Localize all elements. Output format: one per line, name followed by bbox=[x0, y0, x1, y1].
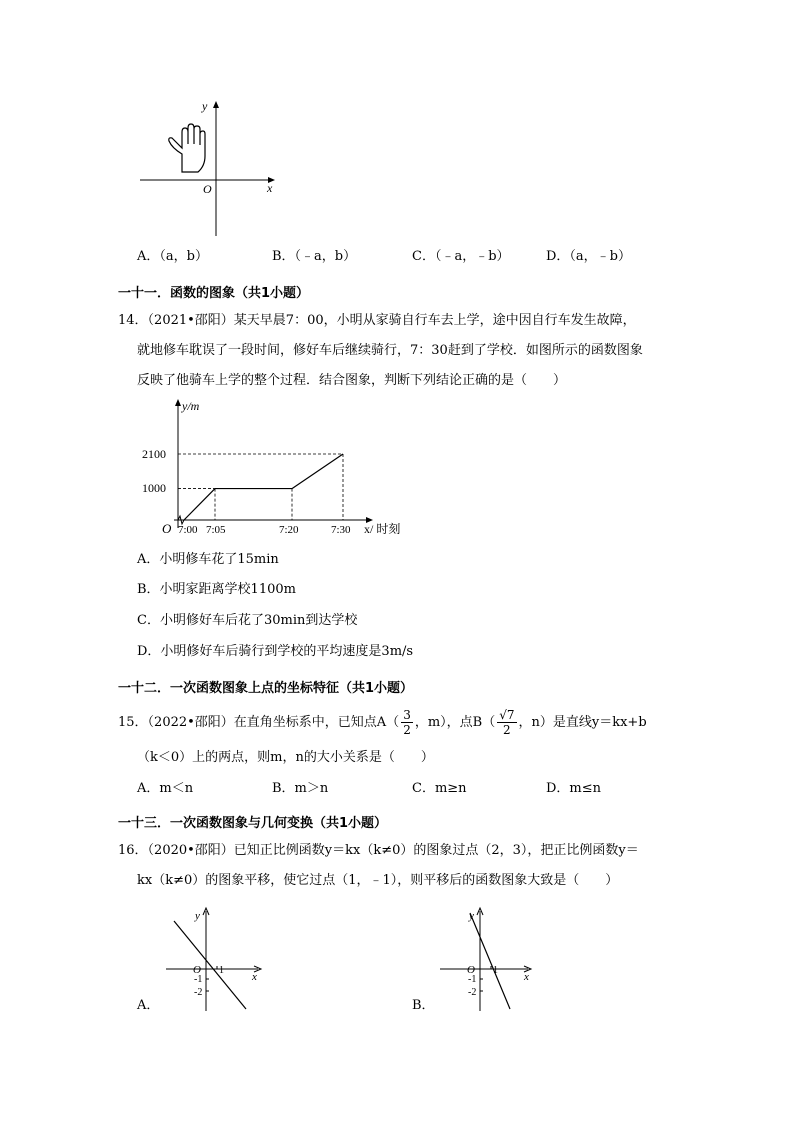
option-d: D．（a，﹣b） bbox=[546, 249, 631, 264]
question-16-line-1: 16．（2020•邵阳）已知正比例函数y＝kx（k≠0）的图象过点（2，3），把正比例函数y＝ bbox=[118, 843, 639, 858]
origin-label: O bbox=[467, 964, 475, 976]
graph-line bbox=[174, 921, 246, 1009]
section-title: 一十一．函数的图象（共1小题） bbox=[118, 286, 310, 301]
x-axis-label: x bbox=[524, 971, 529, 983]
question-14-option-a: A．小明修车花了15min bbox=[137, 552, 279, 567]
x-axis-label: x/ 时刻 bbox=[364, 522, 401, 536]
x-tick-label: 7:05 bbox=[206, 524, 226, 536]
question-14-option-d: D．小明修好车后骑行到学校的平均速度是3m/s bbox=[137, 644, 414, 659]
graph-a-label: A． bbox=[137, 998, 160, 1013]
question-15-option-b: B．m＞n bbox=[272, 781, 329, 796]
line-segment bbox=[184, 489, 215, 520]
y-axis-label: y bbox=[195, 910, 200, 922]
tick-label: -2 bbox=[468, 987, 477, 998]
x-axis-label: x bbox=[252, 971, 257, 983]
section-title: 一十二．一次函数图象上点的坐标特征（共1小题） bbox=[118, 681, 414, 696]
tick-label: 1 bbox=[493, 965, 498, 976]
option-b: B．（﹣a，b） bbox=[272, 249, 357, 264]
question-15-option-c: C．m≥n bbox=[412, 781, 467, 796]
tick-label: -1 bbox=[468, 974, 477, 985]
distance-time-chart bbox=[136, 396, 426, 541]
question-15-option-d: D．m≤n bbox=[546, 781, 602, 796]
y-axis-label: y bbox=[469, 910, 474, 922]
y-tick-label: 1000 bbox=[142, 481, 166, 495]
tick-label: -2 bbox=[194, 987, 203, 998]
question-15-option-a: A．m＜n bbox=[137, 781, 194, 796]
graph-b-label: B． bbox=[412, 998, 435, 1013]
question-14-option-b: B．小明家距离学校1100m bbox=[137, 582, 296, 597]
question-14-line-2: 就地修车耽误了一段时间，修好车后继续骑行，7：30赶到了学校．如图所示的函数图象 bbox=[137, 343, 643, 358]
x-axis-label: x bbox=[267, 181, 273, 195]
question-14-line-3: 反映了他骑车上学的整个过程．结合图象，判断下列结论正确的是（ ） bbox=[137, 373, 567, 388]
question-16-line-2: kx（k≠0）的图象平移，使它过点（1，﹣1），则平移后的函数图象大致是（ ） bbox=[137, 873, 619, 888]
graph-a bbox=[162, 905, 272, 1015]
question-15-line-1: 15．（2022•邵阳）在直角坐标系中，已知点A（ $\frac{3}{2}$ ，m），点B（ $\frac{√7}{2}$ ，n）是直线y＝kx+b bbox=[118, 708, 647, 737]
option-c: C．（﹣a，﹣b） bbox=[412, 249, 510, 264]
x-tick-label: 7:20 bbox=[279, 524, 299, 536]
y-axis-label: y bbox=[202, 99, 208, 113]
fraction: $\frac{3}{2}$ bbox=[403, 708, 411, 737]
origin-label: O bbox=[193, 964, 201, 976]
question-14-option-c: C．小明修好车后花了30min到达学校 bbox=[137, 613, 358, 628]
hand-axes-figure bbox=[136, 96, 286, 241]
fraction: $\frac{√7}{2}$ bbox=[499, 708, 515, 737]
x-tick-label: 7:00 bbox=[178, 524, 198, 536]
tick-label: 1 bbox=[219, 965, 224, 976]
line-segment bbox=[292, 454, 343, 489]
option-a: A．（a，b） bbox=[137, 249, 208, 264]
x-tick-label: 7:30 bbox=[331, 524, 351, 536]
question-15-line-2: （k＜0）上的两点，则m，n的大小关系是（ ） bbox=[137, 750, 434, 765]
origin-label: O bbox=[162, 521, 172, 536]
tick-label: -1 bbox=[194, 974, 203, 985]
question-14-line-1: 14．（2021•邵阳）某天早晨7：00，小明从家骑自行车去上学，途中因自行车发生故障， bbox=[118, 313, 636, 328]
origin-label: O bbox=[203, 182, 212, 196]
y-tick-label: 2100 bbox=[142, 447, 166, 461]
graph-b bbox=[436, 905, 546, 1015]
hand-icon bbox=[169, 124, 205, 172]
y-axis-label: y/m bbox=[182, 399, 200, 413]
section-title: 一十三．一次函数图象与几何变换（共1小题） bbox=[118, 816, 388, 831]
